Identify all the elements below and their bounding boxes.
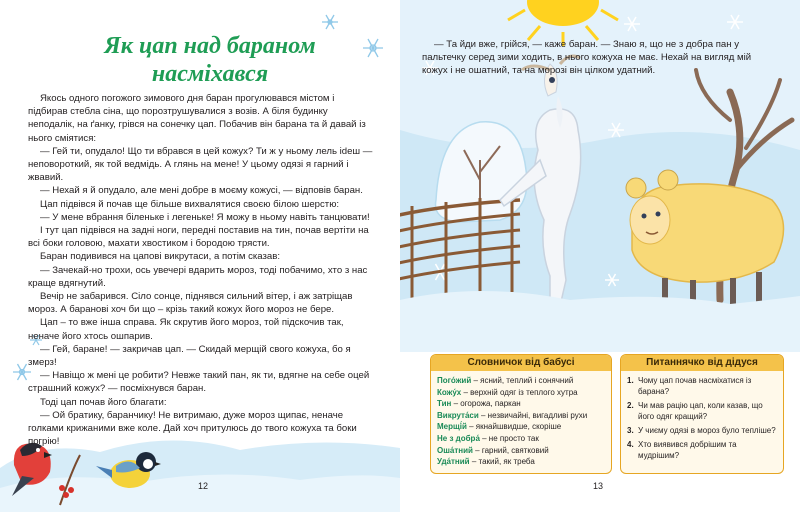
story-paragraph: Якось одного погожого зимового дня баран прогулювався містом і підбирав стебла сіна, що порозтрушувалися з возів. А біля будинку неподалік, на ґанку, грівся на сонечку цап. Побачив він барана та й давай із нього сміятися:	[28, 93, 366, 144]
questions-box	[620, 354, 784, 474]
glossary-item	[437, 387, 605, 399]
glossary-item	[437, 445, 605, 457]
story-title	[60, 32, 360, 88]
glossary-definition: – незвичайні, вигадливі рухи	[478, 410, 588, 420]
snowflake-icon	[363, 39, 383, 57]
glossary-definition: – такий, як треба	[469, 457, 535, 467]
glossary-definition: – гарний, святковий	[472, 445, 549, 455]
glossary-definition: – верхній одяг із теплого хутра	[461, 387, 578, 397]
question-text: У чиєму одязі в мороз було тепліше?	[638, 426, 776, 435]
question-number: 3.	[627, 426, 634, 435]
story-title-line-2: насміхався	[151, 61, 269, 87]
glossary-item	[437, 456, 605, 468]
glossary-list	[431, 371, 611, 468]
story-text-right	[422, 38, 778, 78]
question-text: Чому цап почав насміхатися із барана?	[638, 376, 752, 396]
glossary-box	[430, 354, 612, 474]
glossary-term: Оша́тний	[437, 445, 473, 455]
glossary-term: Не з добра́	[437, 433, 480, 443]
story-paragraph: — Гей ти, опудало! Що ти вбрався в цей кожух? Ти ж у ньому лель іdеш — неповороткий, як той ведмідь. А глянь на мене! У цьому одязі я гарний і жвавий.	[28, 145, 373, 184]
question-number: 4.	[627, 440, 634, 449]
story-paragraph: — Та йди вже, грійся, — каже баран. — Знаю я, що не з добра пан у пальтечку серед зими ходить, в нього кожуха не має. Нехай на вигляд мій кожух і не ошатний, та на морозі він цілком удатний.	[422, 39, 752, 77]
story-title-line-1: Як цап над бараном	[104, 33, 316, 59]
snowflake-icon	[322, 15, 338, 29]
glossary-item	[437, 375, 605, 387]
story-paragraph: — У мене вбрання біленьке і легеньке! Я можу в ньому навіть танцювати!	[40, 211, 370, 223]
glossary-definition: – не просто так	[479, 433, 539, 443]
glossary-definition: – якнайшвидше, скоріше	[466, 422, 562, 432]
story-paragraph: — Ой братику, баранчику! Не витримаю, дуже мороз щипає, неначе голками крижаними вже коле. Дай хоч притулюсь до твого кожуха та боки погрію!	[28, 409, 357, 448]
right-page	[400, 0, 800, 512]
glossary-term: Кожу́х	[437, 387, 462, 397]
story-paragraph: Цап підвівся й почав ще більше вихвалятися своєю білою шерстю:	[40, 198, 340, 210]
story-paragraph: — Навіщо ж мені це робити? Невже такий пан, як ти, вдягне на себе оцей страшний кожух? — посміхнувся баран.	[28, 370, 370, 395]
story-paragraph: — Гей, баране! — закричав цап. — Скидай мерщій свого кожуха, бо я змерз!	[28, 343, 351, 369]
question-item	[627, 425, 777, 436]
glossary-heading: Словничок від бабусі	[431, 355, 611, 371]
story-paragraph: І тут цап підвівся на задні ноги, передні поставив на тин, почав вертіти на всі боки головою, махати хвостиком і бородою трясти.	[28, 225, 369, 250]
story-paragraph: — Нехай я й опудало, але мені добре в моєму кожусі, — відповів баран.	[40, 185, 363, 197]
story-paragraph: — Зачекай-но трохи, ось увечері вдарить мороз, тоді побачимо, хто з нас краще вдягнутий.	[28, 264, 368, 289]
glossary-definition: – ясний, теплий і сонячний	[471, 376, 574, 385]
glossary-item	[437, 398, 605, 410]
glossary-term: Викрута́си	[437, 410, 479, 420]
story-text-left	[28, 92, 376, 448]
story-paragraph: Цап – то вже інша справа. Як скрутив його мороз, той підскочив так, неначе його хтось ошпарив.	[28, 317, 344, 342]
question-number: 1.	[627, 376, 634, 385]
questions-list	[621, 371, 783, 461]
question-item	[627, 400, 777, 422]
question-text: Хто виявився добрішим та мудрішим?	[638, 440, 737, 460]
question-item	[627, 375, 777, 397]
page-number: 12	[198, 481, 209, 491]
question-text: Чи мав рацію цап, коли казав, що його одяг кращий?	[638, 401, 763, 421]
glossary-item	[437, 433, 605, 445]
story-paragraph: Баран подивився на цапові викрутаси, а потім сказав:	[40, 251, 281, 263]
glossary-definition: – огорожа, паркан	[451, 399, 521, 409]
page-number: 13	[593, 481, 604, 491]
glossary-item	[437, 421, 605, 433]
glossary-term: Мерщі́й	[437, 422, 467, 432]
story-paragraph: Тоді цап почав його благати:	[40, 396, 167, 408]
question-item	[627, 439, 777, 461]
questions-heading: Питаннячко від дідуся	[621, 355, 783, 371]
glossary-term: Тин	[437, 399, 452, 409]
glossary-term: Пого́жий	[437, 376, 472, 385]
glossary-item	[437, 410, 605, 422]
glossary-term: Уда́тний	[437, 457, 470, 467]
question-number: 2.	[627, 401, 634, 410]
story-paragraph: Вечір не забарився. Сіло сонце, піднявся сильний вітер, і аж затріщав мороз. А баранові хоч би що – крізь такий кожух його мороз не бере.	[28, 291, 353, 316]
